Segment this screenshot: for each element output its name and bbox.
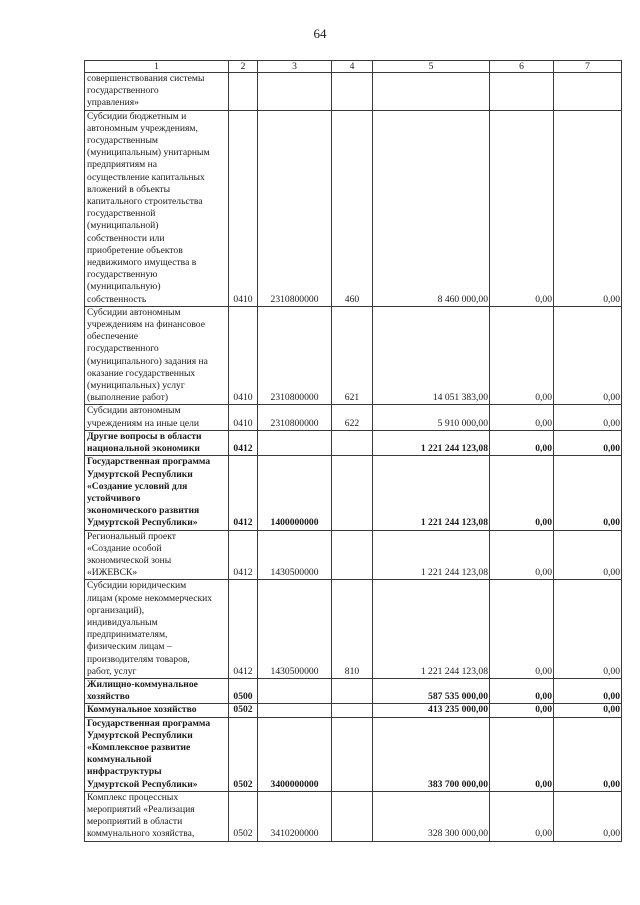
target-article-cell: 2310800000 [258, 405, 332, 430]
amount-cell [373, 73, 490, 111]
column-header: 5 [373, 61, 490, 73]
expense-type-cell: 810 [332, 580, 373, 679]
table-row [85, 580, 622, 679]
amount-cell: 413 235 000,00 [373, 704, 490, 717]
row-name-cell [85, 791, 229, 841]
row-name-line: предприятиям на [87, 159, 158, 171]
column-6-cell: 0,00 [490, 791, 554, 841]
row-name-line: государственного [87, 343, 159, 355]
column-7-cell: 0,00 [554, 306, 622, 405]
section-code-cell [229, 73, 258, 111]
section-code-cell: 0410 [229, 110, 258, 306]
column-6-cell: 0,00 [490, 430, 554, 455]
budget-table [84, 60, 622, 842]
expense-type-cell [332, 704, 373, 717]
row-name-line: Государственная программа [87, 456, 211, 468]
amount-cell: 8 460 000,00 [373, 110, 490, 306]
table-row [85, 430, 622, 455]
row-name-line: «ИЖЕВСК» [87, 567, 138, 579]
row-name-line: (муниципальную) [87, 281, 161, 293]
row-name-line: обеспечение [87, 331, 139, 343]
column-header: 3 [258, 61, 332, 73]
amount-cell: 1 221 244 123,08 [373, 456, 490, 530]
row-name-cell [85, 430, 229, 455]
expense-type-cell [332, 456, 373, 530]
column-header: 4 [332, 61, 373, 73]
row-name-line: работ, услуг [87, 665, 137, 677]
column-7-cell: 0,00 [554, 110, 622, 306]
row-name-line: физическим лицам – [87, 641, 172, 653]
column-6-cell: 0,00 [490, 717, 554, 791]
expense-type-cell: 460 [332, 110, 373, 306]
row-name-line: капитального строительства [87, 196, 203, 208]
section-code-cell: 0410 [229, 306, 258, 405]
table-row [85, 73, 622, 111]
row-name-line: индивидуальным [87, 616, 158, 628]
expense-type-cell: 622 [332, 405, 373, 430]
row-name-line: Удмуртской Республики [87, 729, 193, 741]
row-name-line: мероприятий «Реализация [87, 803, 195, 815]
row-name-line: (выполнение работ) [87, 392, 169, 404]
row-name-cell [85, 456, 229, 530]
column-header: 6 [490, 61, 554, 73]
row-name-cell [85, 717, 229, 791]
row-name-line: устойчивого [87, 492, 141, 504]
row-name-line: государственной [87, 208, 156, 220]
expense-type-cell [332, 717, 373, 791]
row-name-cell [85, 580, 229, 679]
row-name-cell [85, 405, 229, 430]
amount-cell: 383 700 000,00 [373, 717, 490, 791]
section-code-cell: 0412 [229, 456, 258, 530]
row-name-line: Региональный проект [87, 530, 176, 542]
row-name-line: учреждениям на иные цели [87, 417, 200, 429]
section-code-cell: 0412 [229, 580, 258, 679]
row-name-line: инфраструктуры [87, 766, 162, 778]
column-header: 2 [229, 61, 258, 73]
section-code-cell: 0412 [229, 430, 258, 455]
row-name-line: собственность [87, 293, 147, 305]
row-name-line: Субсидии бюджетным и [87, 110, 187, 122]
row-name-line: недвижимого имущества в [87, 257, 197, 269]
row-name-line: (муниципальных) услуг [87, 380, 185, 392]
row-name-line: государственную [87, 269, 158, 281]
row-name-line: автономным учреждениям, [87, 122, 198, 134]
target-article-cell: 1400000000 [258, 456, 332, 530]
row-name-line: «Создание условий для [87, 480, 188, 492]
row-name-line: государственного [87, 85, 159, 97]
row-name-line: Субсидии автономным [87, 405, 181, 417]
target-article-cell: 2310800000 [258, 110, 332, 306]
row-name-line: Удмуртской Республики [87, 468, 193, 480]
amount-cell: 328 300 000,00 [373, 791, 490, 841]
target-article-cell [258, 430, 332, 455]
expense-type-cell: 621 [332, 306, 373, 405]
amount-cell: 1 221 244 123,08 [373, 430, 490, 455]
row-name-line: производителям товаров, [87, 653, 190, 665]
row-name-line: хозяйство [87, 691, 130, 703]
row-name-line: (муниципального) задания на [87, 355, 208, 367]
row-name-line: учреждениям на финансовое [87, 319, 205, 331]
row-name-line: «Комплексное развитие [87, 741, 191, 753]
column-6-cell: 0,00 [490, 704, 554, 717]
table-row [85, 704, 622, 717]
row-name-line: осуществление капитальных [87, 171, 205, 183]
row-name-line: собственности или [87, 232, 165, 244]
expense-type-cell [332, 73, 373, 111]
column-7-cell: 0,00 [554, 405, 622, 430]
row-name-line: совершенствования системы [87, 73, 205, 84]
row-name-line: Государственная программа [87, 717, 211, 729]
target-article-cell: 3400000000 [258, 717, 332, 791]
row-name-line: экономического развития [87, 505, 200, 517]
row-name-line: коммунальной [87, 754, 152, 766]
target-article-cell [258, 678, 332, 703]
expense-type-cell [332, 678, 373, 703]
column-6-cell: 0,00 [490, 678, 554, 703]
row-name-line: Комплекс процессных [87, 791, 179, 803]
section-code-cell: 0410 [229, 405, 258, 430]
table-row [85, 530, 622, 580]
row-name-line: Жилищно-коммунальное [87, 678, 198, 690]
table-row [85, 306, 622, 405]
amount-cell: 1 221 244 123,08 [373, 580, 490, 679]
row-name-line: Коммунальное хозяйство [87, 704, 197, 716]
row-name-line: (муниципальным) унитарным [87, 147, 210, 159]
amount-cell: 14 051 383,00 [373, 306, 490, 405]
section-code-cell: 0412 [229, 530, 258, 580]
row-name-line: коммунального хозяйства, [87, 828, 195, 840]
row-name-line: вложений в объекты [87, 183, 171, 195]
row-name-line: национальной экономики [87, 443, 200, 455]
row-name-cell [85, 704, 229, 717]
row-name-line: Удмуртской Республики» [87, 778, 198, 790]
table-row [85, 791, 622, 841]
row-name-line: Субсидии автономным [87, 306, 181, 318]
column-6-cell: 0,00 [490, 405, 554, 430]
amount-cell: 1 221 244 123,08 [373, 530, 490, 580]
column-6-cell: 0,00 [490, 306, 554, 405]
row-name-cell [85, 530, 229, 580]
row-name-cell [85, 73, 229, 111]
row-name-cell [85, 110, 229, 306]
column-7-cell [554, 73, 622, 111]
column-6-cell: 0,00 [490, 580, 554, 679]
column-7-cell: 0,00 [554, 791, 622, 841]
column-6-cell [490, 73, 554, 111]
column-7-cell: 0,00 [554, 530, 622, 580]
table-header-row [85, 61, 622, 73]
amount-cell: 587 535 000,00 [373, 678, 490, 703]
row-name-line: «Создание особой [87, 542, 162, 554]
row-name-cell [85, 678, 229, 703]
page-number: 64 [313, 26, 327, 41]
column-header: 7 [554, 61, 622, 73]
column-header: 1 [85, 61, 229, 73]
table-row [85, 405, 622, 430]
row-name-line: оказание государственных [87, 367, 196, 379]
section-code-cell: 0502 [229, 717, 258, 791]
table-row [85, 110, 622, 306]
row-name-line: мероприятий в области [87, 816, 183, 828]
column-6-cell: 0,00 [490, 530, 554, 580]
amount-cell: 5 910 000,00 [373, 405, 490, 430]
section-code-cell: 0500 [229, 678, 258, 703]
table-body [85, 61, 622, 842]
section-code-cell: 0502 [229, 791, 258, 841]
row-name-line: Удмуртской Республики» [87, 517, 198, 529]
row-name-line: государственным [87, 135, 158, 147]
row-name-line: приобретение объектов [87, 244, 183, 256]
target-article-cell: 3410200000 [258, 791, 332, 841]
column-7-cell: 0,00 [554, 430, 622, 455]
row-name-line: (муниципальной) [87, 220, 159, 232]
expense-type-cell [332, 791, 373, 841]
column-7-cell: 0,00 [554, 456, 622, 530]
row-name-line: управления» [87, 97, 139, 109]
row-name-line: лицам (кроме некоммерческих [87, 592, 213, 604]
column-7-cell: 0,00 [554, 678, 622, 703]
column-7-cell: 0,00 [554, 580, 622, 679]
column-7-cell: 0,00 [554, 717, 622, 791]
row-name-line: экономической зоны [87, 554, 172, 566]
row-name-line: Субсидии юридическим [87, 580, 187, 592]
column-6-cell: 0,00 [490, 110, 554, 306]
target-article-cell: 1430500000 [258, 580, 332, 679]
target-article-cell [258, 704, 332, 717]
table-row [85, 456, 622, 530]
section-code-cell: 0502 [229, 704, 258, 717]
target-article-cell: 1430500000 [258, 530, 332, 580]
column-6-cell: 0,00 [490, 456, 554, 530]
expense-type-cell [332, 530, 373, 580]
row-name-line: организаций), [87, 604, 145, 616]
target-article-cell [258, 73, 332, 111]
row-name-line: предпринимателям, [87, 629, 168, 641]
row-name-line: Другие вопросы в области [87, 430, 202, 442]
row-name-cell [85, 306, 229, 405]
table-row [85, 717, 622, 791]
expense-type-cell [332, 430, 373, 455]
table-row [85, 678, 622, 703]
column-7-cell: 0,00 [554, 704, 622, 717]
target-article-cell: 2310800000 [258, 306, 332, 405]
